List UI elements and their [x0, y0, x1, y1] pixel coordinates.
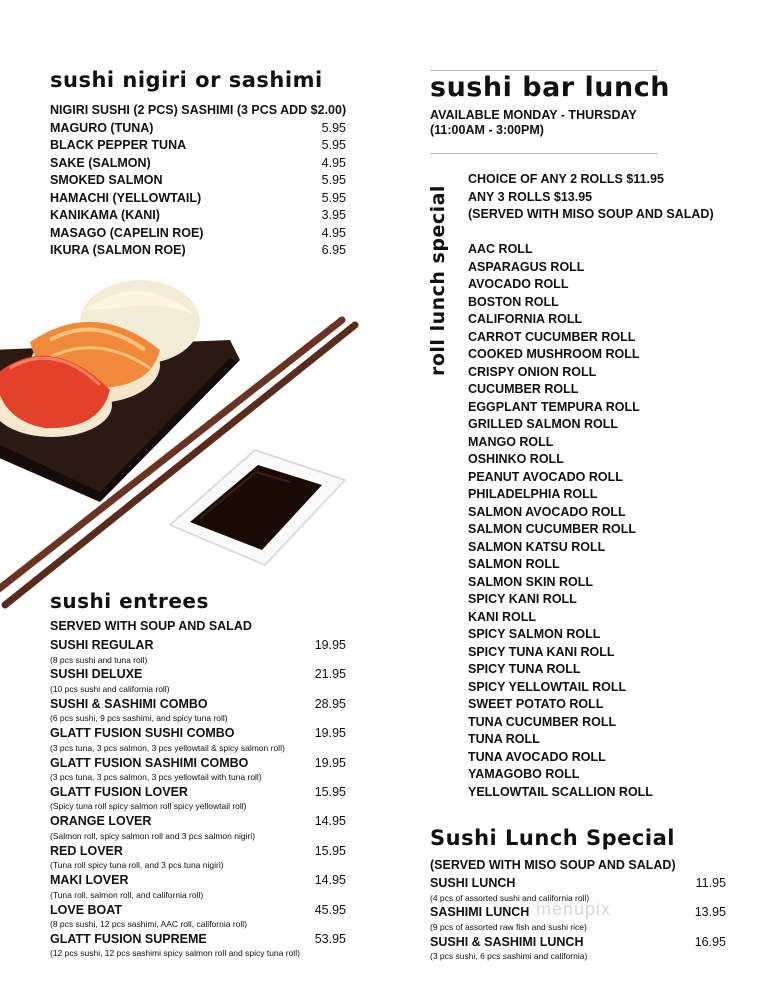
- item-price: 4.95: [321, 225, 346, 240]
- item-description: (6 pcs sushi, 9 pcs sashimi, and spicy tuna roll): [50, 713, 228, 724]
- list-item: SALMON KATSU ROLL: [468, 539, 606, 554]
- item-name: GLATT FUSION SASHIMI COMBO: [50, 755, 249, 770]
- item-price: 3.95: [321, 208, 346, 222]
- list-item: AAC ROLL: [468, 242, 533, 256]
- sushi-photo: [0, 270, 370, 610]
- list-item: CALIFORNIA ROLL: [468, 312, 583, 326]
- sushi-bar-title: sushi bar lunch: [430, 72, 670, 103]
- item-price: 5.95: [321, 190, 346, 205]
- item-name: SUSHI REGULAR: [50, 638, 154, 652]
- list-item: SPICY SALMON ROLL: [468, 627, 601, 641]
- list-item: [50, 172, 346, 190]
- list-item: [50, 931, 346, 960]
- list-item: [50, 207, 346, 225]
- nigiri-list: [50, 102, 346, 260]
- item-name: SUSHI LUNCH: [430, 876, 516, 890]
- list-item: GRILLED SALMON ROLL: [468, 417, 618, 431]
- item-description: (Spicy tuna roll spicy salmon roll spicy yellowtail roll): [50, 801, 247, 812]
- roll-choices: [468, 171, 714, 224]
- item-description: (9 pcs of assorted raw fish and sushi rice): [430, 921, 587, 932]
- item-name: IKURA (SALMON ROE): [50, 243, 186, 257]
- list-item: MANGO ROLL: [468, 434, 554, 449]
- item-price: 19.95: [314, 755, 346, 770]
- item-description: (3 pcs tuna, 3 pcs salmon, 3 pcs yellowtail with tuna roll): [50, 772, 262, 783]
- list-item: [50, 155, 346, 173]
- list-item: SPICY TUNA ROLL: [468, 662, 581, 676]
- entrees-section-title: sushi entrees: [50, 589, 209, 613]
- list-item: [50, 755, 346, 784]
- item-description: (8 pcs sushi and tuna roll): [50, 654, 148, 665]
- item-price: 15.95: [314, 843, 346, 858]
- list-item: SALMON CUCUMBER ROLL: [468, 522, 637, 536]
- item-description: (Salmon roll, spicy salmon roll and 3 pcs salmon nigiri): [50, 830, 256, 841]
- list-item: SALMON SKIN ROLL: [468, 574, 593, 589]
- list-item: CRISPY ONION ROLL: [468, 364, 597, 379]
- list-item: ASPARAGUS ROLL: [468, 259, 585, 274]
- item-price: 6.95: [321, 243, 346, 257]
- availability-text: AVAILABLE MONDAY - THURSDAY: [430, 108, 637, 122]
- list-item: [50, 242, 346, 260]
- list-item: [430, 934, 726, 963]
- list-item: CARROT CUCUMBER ROLL: [468, 329, 636, 344]
- item-price: 19.95: [314, 638, 346, 652]
- item-description: (3 pcs tuna, 3 pcs salmon, 3 pcs yellowtail & spicy salmon roll): [50, 742, 285, 753]
- item-name: ORANGE LOVER: [50, 814, 152, 829]
- list-item: [50, 137, 346, 155]
- item-name: SUSHI DELUXE: [50, 667, 143, 682]
- list-item: COOKED MUSHROOM ROLL: [468, 347, 640, 361]
- list-item: TUNA ROLL: [468, 732, 540, 746]
- list-item: [50, 902, 346, 931]
- list-item: YELLOWTAIL SCALLION ROLL: [468, 784, 653, 799]
- choice-line: CHOICE OF ANY 2 ROLLS $11.95: [468, 172, 664, 186]
- item-name: MAGURO (TUNA): [50, 120, 154, 135]
- list-item: TUNA CUCUMBER ROLL: [468, 714, 617, 729]
- item-price: 16.95: [694, 934, 726, 949]
- entrees-subtitle: SERVED WITH SOUP AND SALAD: [50, 619, 252, 633]
- list-item: AVOCADO ROLL: [468, 277, 569, 291]
- item-name: SMOKED SALMON: [50, 173, 163, 187]
- hours-text: (11:00AM - 3:00PM): [430, 123, 544, 137]
- list-item: CUCUMBER ROLL: [468, 382, 579, 396]
- choice-line: ANY 3 ROLLS $13.95: [468, 189, 593, 204]
- item-price: 13.95: [694, 905, 726, 920]
- list-item: SALMON AVOCADO ROLL: [468, 504, 626, 519]
- list-item: [50, 190, 346, 208]
- lunch-special-title: Sushi Lunch Special: [430, 826, 675, 850]
- item-name: SAKE (SALMON): [50, 155, 151, 170]
- item-price: 14.95: [314, 814, 346, 829]
- item-name: GLATT FUSION SUSHI COMBO: [50, 726, 235, 741]
- list-item: PEANUT AVOCADO ROLL: [468, 469, 623, 484]
- item-price: 4.95: [321, 155, 346, 170]
- list-item: TUNA AVOCADO ROLL: [468, 749, 606, 764]
- list-item: [50, 637, 346, 666]
- list-item: [50, 813, 346, 842]
- item-price: 28.95: [314, 696, 346, 711]
- item-price: 21.95: [314, 667, 346, 682]
- roll-special-title: roll lunch special: [427, 185, 449, 376]
- list-item: SALMON ROLL: [468, 557, 560, 571]
- list-item: SPICY YELLOWTAIL ROLL: [468, 679, 627, 694]
- item-name: SASHIMI LUNCH: [430, 905, 530, 920]
- list-item: BOSTON ROLL: [468, 294, 559, 309]
- item-price: 19.95: [314, 726, 346, 741]
- divider: [430, 153, 658, 154]
- item-price: 11.95: [695, 876, 726, 890]
- entrees-list: [50, 637, 346, 960]
- item-description: (8 pcs sushi, 12 pcs sashimi, AAC roll, california roll): [50, 919, 247, 930]
- nigiri-section-title: sushi nigiri or sashimi: [50, 68, 323, 92]
- item-price: 15.95: [314, 784, 346, 799]
- item-name: LOVE BOAT: [50, 902, 122, 917]
- list-item: [50, 666, 346, 695]
- list-item: SPICY KANI ROLL: [468, 592, 577, 606]
- divider: [430, 70, 658, 71]
- item-description: (3 pcs sushi, 6 pcs sashimi and california): [430, 951, 588, 962]
- list-item: [50, 225, 346, 243]
- item-description: (10 pcs sushi and california roll): [50, 683, 170, 694]
- item-price: 45.95: [314, 902, 346, 917]
- list-item: OSHINKO ROLL: [468, 452, 564, 466]
- item-price: 5.95: [321, 138, 346, 152]
- list-item: [50, 725, 346, 754]
- item-name: MASAGO (CAPELIN ROE): [50, 225, 204, 240]
- item-name: BLACK PEPPER TUNA: [50, 138, 187, 152]
- item-name: MAKI LOVER: [50, 873, 129, 888]
- list-item: KANI ROLL: [468, 609, 537, 624]
- nigiri-subtitle: NIGIRI SUSHI (2 PCS) SASHIMI (3 PCS ADD $2.00): [50, 103, 347, 117]
- watermark: menupix: [536, 899, 612, 919]
- list-item: [50, 784, 346, 813]
- item-name: KANIKAMA (KANI): [50, 208, 160, 222]
- roll-list: [468, 241, 653, 801]
- list-item: [50, 843, 346, 872]
- item-price: 5.95: [321, 120, 346, 135]
- list-item: YAMAGOBO ROLL: [468, 767, 580, 781]
- item-description: (4 pcs of assorted sushi and california roll): [430, 892, 590, 903]
- item-price: 14.95: [314, 873, 346, 888]
- item-name: SUSHI & SASHIMI LUNCH: [430, 934, 584, 949]
- list-item: SWEET POTATO ROLL: [468, 697, 604, 711]
- item-name: HAMACHI (YELLOWTAIL): [50, 190, 202, 205]
- choice-line: (SERVED WITH MISO SOUP AND SALAD): [468, 207, 714, 221]
- item-price: 5.95: [321, 173, 346, 187]
- item-name: GLATT FUSION LOVER: [50, 784, 188, 799]
- list-item: [50, 872, 346, 901]
- list-item: [50, 120, 346, 138]
- item-price: 53.95: [314, 931, 346, 946]
- list-item: EGGPLANT TEMPURA ROLL: [468, 399, 640, 414]
- item-description: (Tuna roll spicy tuna roll, and 3 pcs tuna nigiri): [50, 860, 224, 871]
- item-name: RED LOVER: [50, 843, 123, 858]
- list-item: SPICY TUNA KANI ROLL: [468, 644, 615, 659]
- lunch-special-subtitle: (SERVED WITH MISO SOUP AND SALAD): [430, 858, 676, 872]
- item-name: SUSHI & SASHIMI COMBO: [50, 696, 208, 711]
- item-name: GLATT FUSION SUPREME: [50, 931, 207, 946]
- item-description: (12 pcs sushi, 12 pcs sashimi spicy salmon roll and spicy tuna roll): [50, 948, 300, 959]
- item-description: (Tuna roll, salmon roll, and california roll): [50, 889, 204, 900]
- list-item: PHILADELPHIA ROLL: [468, 487, 598, 501]
- list-item: [50, 696, 346, 725]
